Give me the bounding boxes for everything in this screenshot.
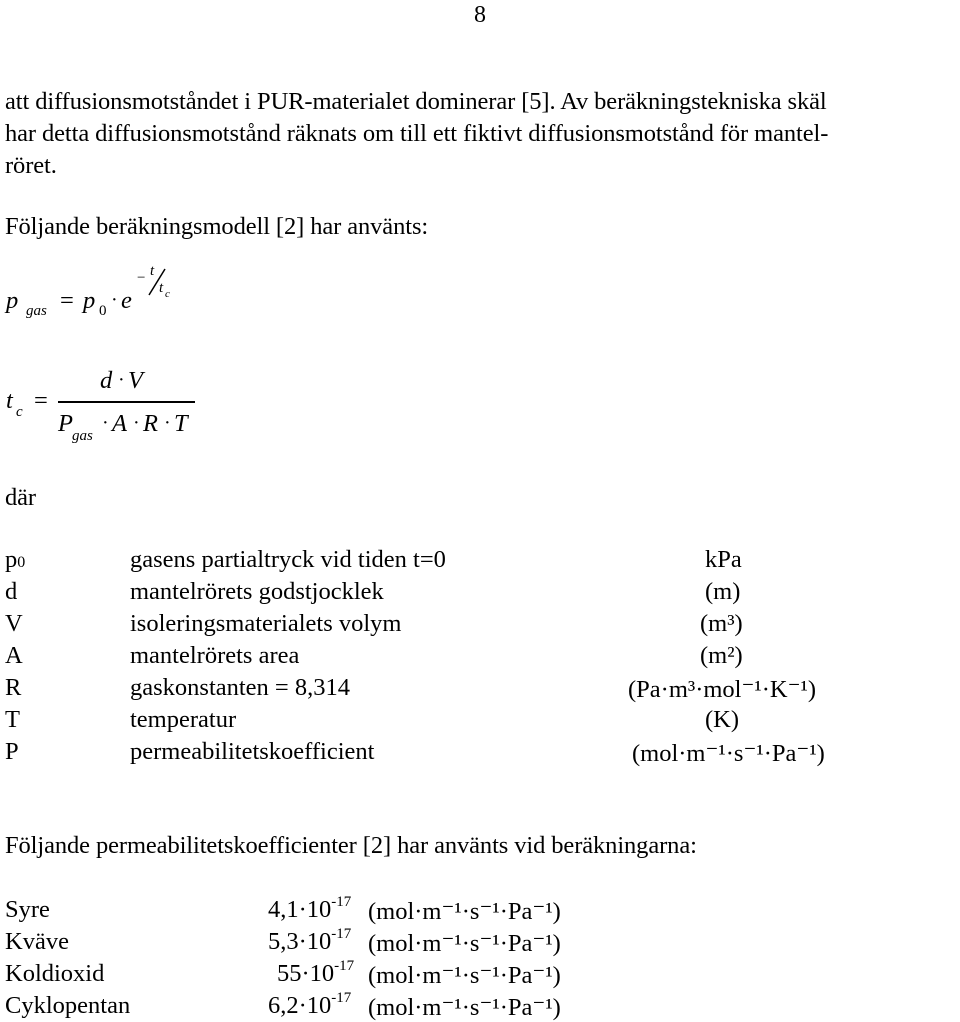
variable-symbol: d [5, 578, 18, 605]
variable-unit: (m) [705, 578, 741, 605]
variable-unit: (m³) [700, 610, 743, 637]
coefficient-unit: (mol·m⁻¹·s⁻¹·Pa⁻¹) [368, 930, 561, 957]
eq1-base: e [121, 287, 132, 314]
eq1-exp-den: t [159, 280, 164, 296]
coefficient-unit: (mol·m⁻¹·s⁻¹·Pa⁻¹) [368, 994, 561, 1021]
variable-symbol: V [5, 610, 23, 637]
eq2-fraction-bar [58, 401, 195, 403]
eq2-equals: = [34, 387, 48, 414]
coefficient-unit: (mol·m⁻¹·s⁻¹·Pa⁻¹) [368, 898, 561, 925]
eq2-den-P-sub: gas [72, 428, 93, 444]
variable-description: temperatur [130, 706, 237, 733]
variable-unit: (Pa·m³·mol⁻¹·K⁻¹) [628, 676, 817, 703]
eq2-den-P: P [58, 410, 73, 437]
gas-name: Syre [5, 896, 50, 923]
eq2-den-dot3: · [164, 412, 171, 434]
coefficient-value: $6,2\cdot 10^{-17}$ [268, 990, 352, 1019]
variable-symbol: p0 [5, 546, 26, 573]
coefficient-value: $55\cdot 10^{-17}$ [277, 958, 355, 987]
gas-name: Kväve [5, 928, 69, 955]
eq2-den-A: A [112, 410, 127, 437]
eq2-den-T: T [174, 410, 188, 437]
eq1-lhs: p [6, 287, 19, 314]
variable-symbol: T [5, 706, 20, 733]
eq2-den-dot1: · [102, 412, 109, 434]
eq2-den-dot2: · [133, 412, 140, 434]
variable-symbol: R [5, 674, 22, 701]
paragraph-line: röret. [5, 152, 57, 179]
where-label: där [5, 484, 36, 511]
variable-unit: (mol·m⁻¹·s⁻¹·Pa⁻¹) [632, 740, 825, 767]
paragraph-line: har detta diffusionsmotstånd räknats om till ett fiktivt diffusionsmotstånd för mantel- [5, 120, 829, 147]
eq1-lhs-sub: gas [26, 303, 47, 319]
variable-description: mantelrörets godstjocklek [130, 578, 384, 605]
eq1-equals: = [60, 287, 74, 314]
variable-unit: kPa [705, 546, 742, 573]
eq2-den-R: R [143, 410, 158, 437]
variable-description: mantelrörets area [130, 642, 300, 669]
coefficient-value: $4,1\cdot 10^{-17}$ [268, 894, 352, 923]
variable-description: gasens partialtryck vid tiden t=0 [130, 546, 446, 573]
eq1-exp-den-sub: c [165, 288, 170, 300]
eq1-dot: · [111, 289, 118, 311]
coefficients-intro: Följande permeabilitetskoefficienter [2] har använts vid beräkningarna: [5, 832, 697, 859]
variable-description: isoleringsmaterialets volym [130, 610, 402, 637]
model-intro: Följande beräkningsmodell [2] har använts: [5, 213, 429, 240]
variable-description: gaskonstanten = 8,314 [130, 674, 350, 701]
variable-symbol: P [5, 738, 19, 765]
variable-description: permeabilitetskoefficient [130, 738, 375, 765]
gas-name: Cyklopentan [5, 992, 131, 1019]
eq2-num-V: V [128, 367, 143, 394]
eq1-exp-minus: − [137, 270, 146, 286]
variable-unit: (K) [705, 706, 740, 733]
eq1-p0: p [83, 287, 96, 314]
paragraph-line: att diffusionsmotståndet i PUR-materialet dominerar [5]. Av beräkningstekniska skäl [5, 88, 827, 115]
eq2-lhs-sub: c [16, 404, 23, 420]
gas-name: Koldioxid [5, 960, 105, 987]
coefficient-value: $5,3\cdot 10^{-17}$ [268, 926, 352, 955]
variable-unit: (m²) [700, 642, 743, 669]
page-number: 8 [474, 2, 486, 28]
eq2-num-d: d [100, 367, 113, 394]
coefficient-unit: (mol·m⁻¹·s⁻¹·Pa⁻¹) [368, 962, 561, 989]
eq1-exp-num: t [150, 263, 155, 279]
eq2-lhs: t [6, 387, 13, 414]
eq1-p0-sub: 0 [99, 303, 107, 319]
eq2-num-dot: · [118, 369, 125, 391]
variable-symbol: A [5, 642, 23, 669]
